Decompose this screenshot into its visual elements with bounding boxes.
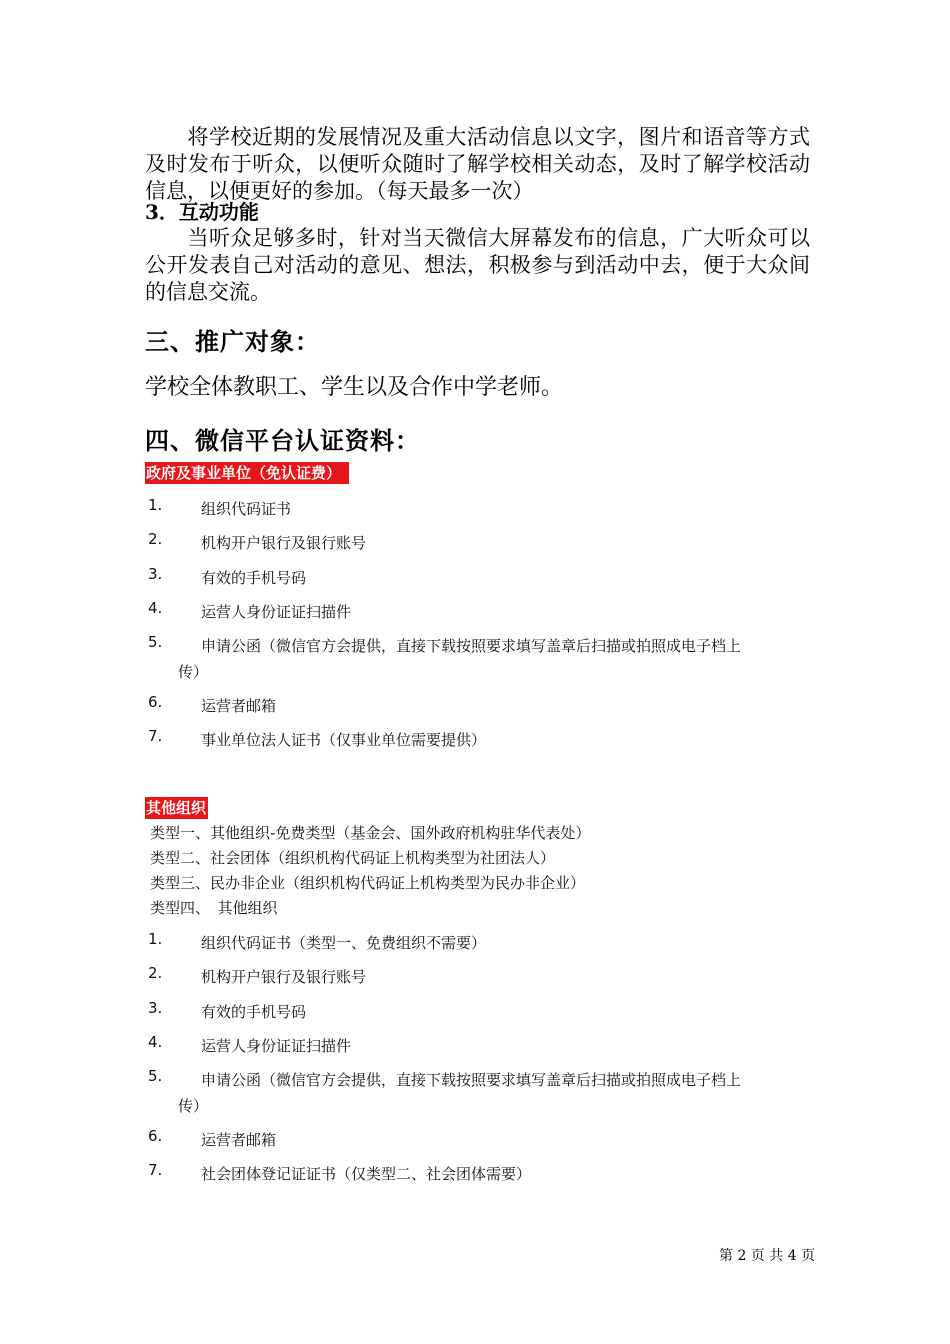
intro-paragraph [145,124,810,205]
list-text: 组织代码证书（类型一、免费组织不需要） [201,934,487,952]
list-item [148,727,818,761]
heading-target: 三、推广对象： [145,327,320,356]
type-line: 类型三、民办非企业（组织机构代码证上机构类型为民办非企业） [150,874,586,892]
list-text-line2: 传） [178,1097,209,1116]
list-number: 6. [148,1127,163,1146]
gov-tag: 政府及事业单位（免认证费） [145,462,349,484]
list-text: 运营者邮箱 [201,1131,277,1150]
list-text: 运营人身份证证扫描件 [201,1036,352,1055]
list-number: 4. [148,1032,163,1051]
heading-docs: 四、微信平台认证资料： [145,426,420,455]
intro-paragraph-text: 将学校近期的发展情况及重大活动信息以文字，图片和语音等方式及时发布于听众，以便听众随时了解学校相关动态，及时了解学校活动信息，以便更好的参加。（每天最多一次） [145,125,810,203]
list-item [148,1033,818,1067]
list-text [148,1067,818,1119]
section3-paragraph [145,225,810,306]
list-text: 社会团体登记证证书（仅类型二、社会团体需要） [201,1165,532,1184]
target-text: 学校全体教职工、学生以及合作中学老师。 [145,375,564,400]
list-text: 组织代码证书 [201,500,292,518]
list-item [148,565,818,599]
list-item [148,1127,818,1161]
other-types [150,821,590,921]
list-item [148,930,818,964]
list-item [148,964,818,998]
list-text: 事业单位法人证书（仅事业单位需要提供） [201,731,487,750]
type-line: 类型一、其他组织-免费类型（基金会、国外政府机构驻华代表处） [150,824,591,842]
list-item [148,693,818,727]
list-number: 2. [148,964,163,983]
section3-title: 3．互动功能 [145,200,259,224]
list-item [148,496,818,530]
page-footer: 第 2 页 共 4 页 [719,1248,816,1264]
list-item [148,633,818,693]
type-line: 类型四、 其他组织 [150,899,278,917]
list-item [148,530,818,564]
list-text: 运营人身份证证扫描件 [201,602,352,621]
list-text: 有效的手机号码 [201,568,307,587]
list-number: 4. [148,598,163,617]
list-number: 3. [148,998,163,1017]
list-number: 5. [148,633,163,652]
list-text-line1: 申请公函（微信官方会提供，直接下载按照要求填写盖章后扫描或拍照成电子档上 [201,1071,742,1090]
list-number: 2. [148,530,163,549]
list-text-line2: 传） [178,663,209,682]
list-number: 7. [148,727,163,746]
list-number: 3. [148,564,163,583]
list-item [148,999,818,1033]
list-text: 机构开户银行及银行账号 [201,968,367,987]
list-number: 7. [148,1161,163,1180]
list-number: 1. [148,496,163,514]
other-list [148,930,818,1196]
list-number: 6. [148,693,163,712]
list-text [148,633,818,685]
other-tag: 其他组织 [146,799,207,817]
list-text: 有效的手机号码 [201,1002,307,1021]
section3-paragraph-text: 当听众足够多时，针对当天微信大屏幕发布的信息，广大听众可以公开发表自己对活动的意见、想法，积极参与到活动中去，便于大众间的信息交流。 [145,226,810,304]
list-item [148,599,818,633]
type-line: 类型二、社会团体（组织机构代码证上机构类型为社团法人） [150,849,556,867]
list-text-line1: 申请公函（微信官方会提供，直接下载按照要求填写盖章后扫描或拍照成电子档上 [201,637,742,656]
list-item [148,1161,818,1195]
list-number: 1. [148,930,163,948]
list-text: 运营者邮箱 [201,697,277,716]
list-number: 5. [148,1067,163,1086]
gov-list [148,496,818,762]
list-item [148,1067,818,1127]
list-text: 机构开户银行及银行账号 [201,534,367,553]
